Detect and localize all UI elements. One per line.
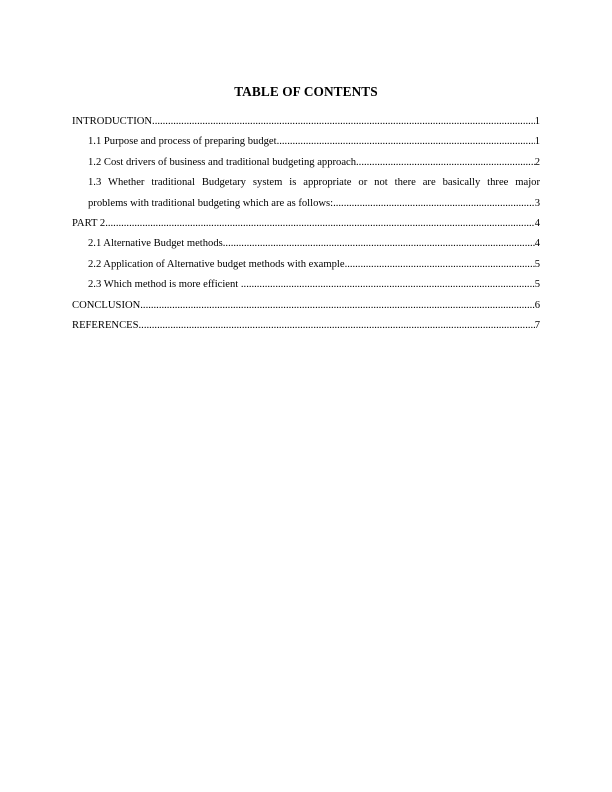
toc-entry-label-line2: problems with traditional budgeting which are as follows: bbox=[88, 197, 334, 209]
toc-entry-label: REFERENCES bbox=[72, 320, 139, 332]
toc-page-number: 6 bbox=[534, 299, 540, 311]
toc-entry-2-3[interactable] bbox=[72, 275, 540, 295]
toc-page-number: 2 bbox=[534, 156, 540, 168]
toc-entry-references[interactable] bbox=[72, 316, 540, 336]
toc-leader-dots bbox=[139, 316, 535, 336]
toc-page-number: 5 bbox=[534, 258, 540, 270]
toc-entry-label: 2.2 Application of Alternative budget methods with example bbox=[88, 258, 345, 270]
toc-leader-dots bbox=[241, 275, 535, 295]
toc-entry-line2 bbox=[88, 194, 540, 214]
toc-entry-2-1[interactable] bbox=[72, 234, 540, 254]
toc-leader-dots bbox=[140, 296, 534, 316]
toc-page-number: 5 bbox=[534, 279, 540, 291]
toc-entry-1-1[interactable] bbox=[72, 132, 540, 152]
toc-entry-introduction[interactable] bbox=[72, 112, 540, 132]
toc-entry-label: PART 2 bbox=[72, 218, 106, 230]
toc-page-number: 7 bbox=[534, 320, 540, 332]
toc-page-number: 1 bbox=[534, 116, 540, 127]
toc-leader-dots bbox=[105, 214, 534, 234]
toc-entry-label: 1.2 Cost drivers of business and traditional budgeting approach bbox=[88, 156, 357, 168]
toc-leader-dots bbox=[356, 153, 535, 173]
toc-page-number: 4 bbox=[534, 218, 540, 230]
toc-entry-label: 2.3 Which method is more efficient bbox=[88, 279, 241, 291]
toc-leader-dots bbox=[223, 234, 535, 254]
toc-leader-dots bbox=[152, 112, 535, 132]
toc-title: TABLE OF CONTENTS bbox=[234, 84, 378, 99]
toc-page-number: 3 bbox=[534, 197, 540, 209]
toc-page-number: 1 bbox=[534, 136, 540, 148]
toc-entry-1-3[interactable] bbox=[72, 173, 540, 214]
toc-entry-label: 2.1 Alternative Budget methods bbox=[88, 238, 223, 250]
toc-leader-dots bbox=[277, 132, 535, 152]
toc-entry-label: INTRODUCTION bbox=[72, 116, 153, 127]
toc-entry-conclusion[interactable] bbox=[72, 296, 540, 316]
toc-entry-2-2[interactable] bbox=[72, 255, 540, 275]
toc-entry-part-2[interactable] bbox=[72, 214, 540, 234]
toc-entry-1-2[interactable] bbox=[72, 153, 540, 173]
toc-leader-dots bbox=[333, 194, 535, 214]
toc-entry-label: 1.1 Purpose and process of preparing budget bbox=[88, 136, 277, 148]
toc-entry-label-line1: 1.3 Whether traditional Budgetary system is appropriate or not there are basically three major bbox=[88, 177, 540, 189]
toc-leader-dots bbox=[345, 255, 535, 275]
toc-entry-label: CONCLUSION bbox=[72, 299, 141, 311]
table-of-contents bbox=[72, 112, 540, 336]
toc-page-number: 4 bbox=[534, 238, 540, 250]
